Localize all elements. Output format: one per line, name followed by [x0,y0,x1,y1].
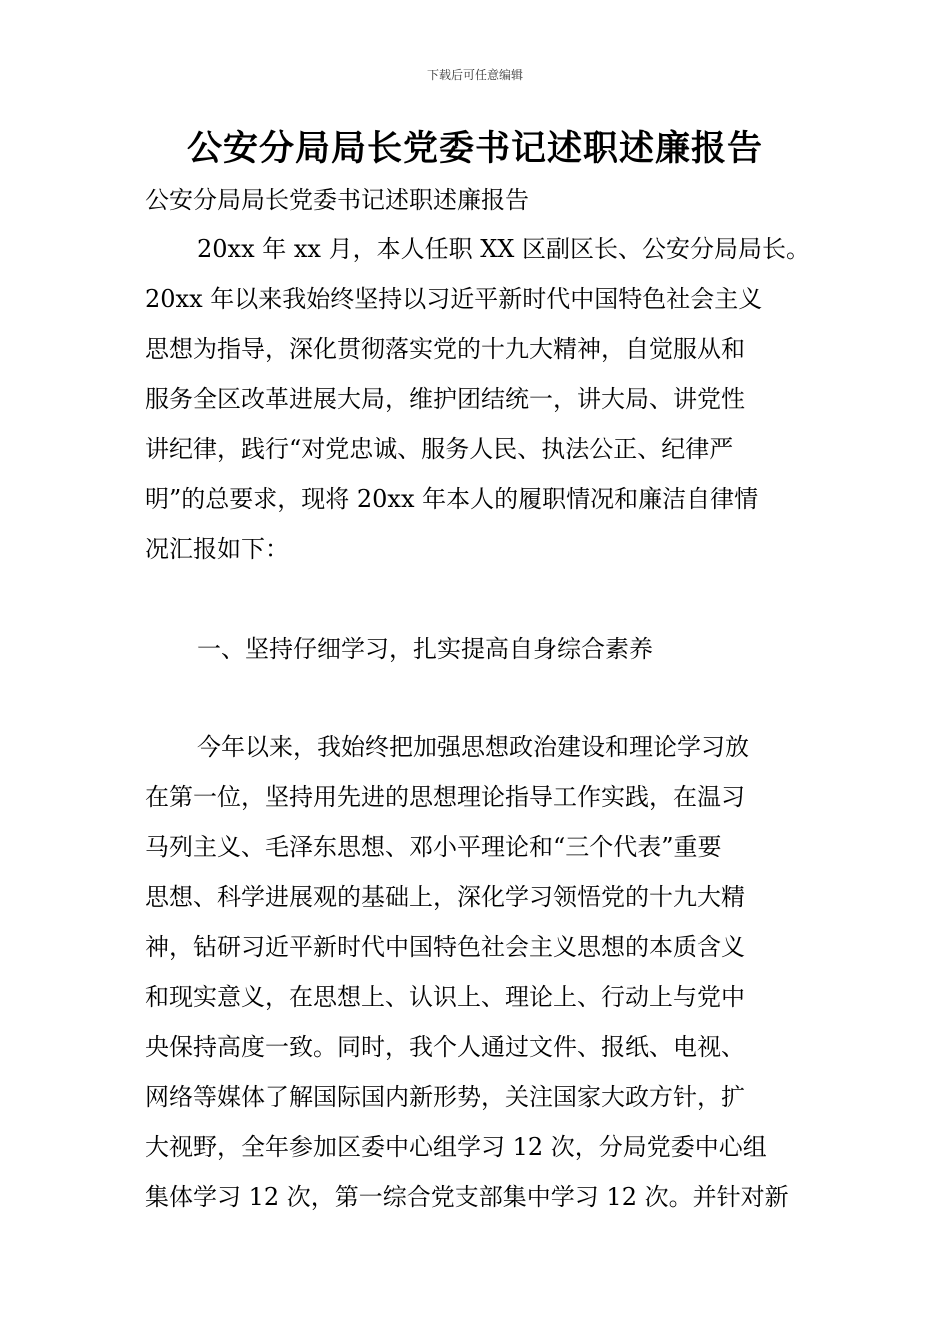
section-heading [145,624,815,674]
paragraph-line: 马列主义、毛泽东思想、邓小平理论和“三个代表”重要 [145,833,722,861]
document-subtitle: 公安分局局长党委书记述职述廉报告 [145,186,529,214]
paragraph-line: 在第一位，坚持用先进的思想理论指导工作实践，在温习 [145,783,745,811]
paragraph-line: 今年以来，我始终把加强思想政治建设和理论学习放 [197,733,749,761]
paragraph-line: 神，钻研习近平新时代中国特色社会主义思想的本质含义 [145,933,745,961]
paragraph-line: 20xx 年 xx 月，本人任职 XX 区副区长、公安分局局长。 [197,235,810,263]
paragraph-line: 网络等媒体了解国际国内新形势，关注国家大政方针，扩 [145,1083,745,1111]
paragraph-line: 况汇报如下： [145,535,289,563]
paragraph-line: 大视野，全年参加区委中心组学习 12 次，分局党委中心组 [145,1133,767,1161]
paragraph-line: 思想、科学进展观的基础上，深化学习领悟党的十九大精 [145,883,745,911]
paragraph-line: 思想为指导，深化贯彻落实党的十九大精神，自觉服从和 [145,335,745,363]
paragraph-study [145,722,815,1222]
paragraph-line: 明”的总要求，现将 20xx 年本人的履职情况和廉洁自律情 [145,485,759,513]
section-heading-text: 一、坚持仔细学习，扎实提高自身综合素养 [197,635,653,663]
document-title: 公安分局局长党委书记述职述廉报告 [186,128,763,169]
paragraph-line: 集体学习 12 次，第一综合党支部集中学习 12 次。并针对新 [145,1183,789,1211]
paragraph-line: 服务全区改革进展大局，维护团结统一，讲大局、讲党性 [145,385,745,413]
paragraph-line: 央保持高度一致。同时，我个人通过文件、报纸、电视、 [145,1033,745,1061]
paragraph-line: 和现实意义，在思想上、认识上、理论上、行动上与党中 [145,983,745,1011]
paragraph-line: 20xx 年以来我始终坚持以习近平新时代中国特色社会主义 [145,285,763,313]
paragraph-line: 讲纪律，践行“对党忠诚、服务人民、执法公正、纪律严 [145,435,734,463]
header-note: 下载后可任意编辑 [426,68,523,82]
paragraph-intro [145,224,815,574]
